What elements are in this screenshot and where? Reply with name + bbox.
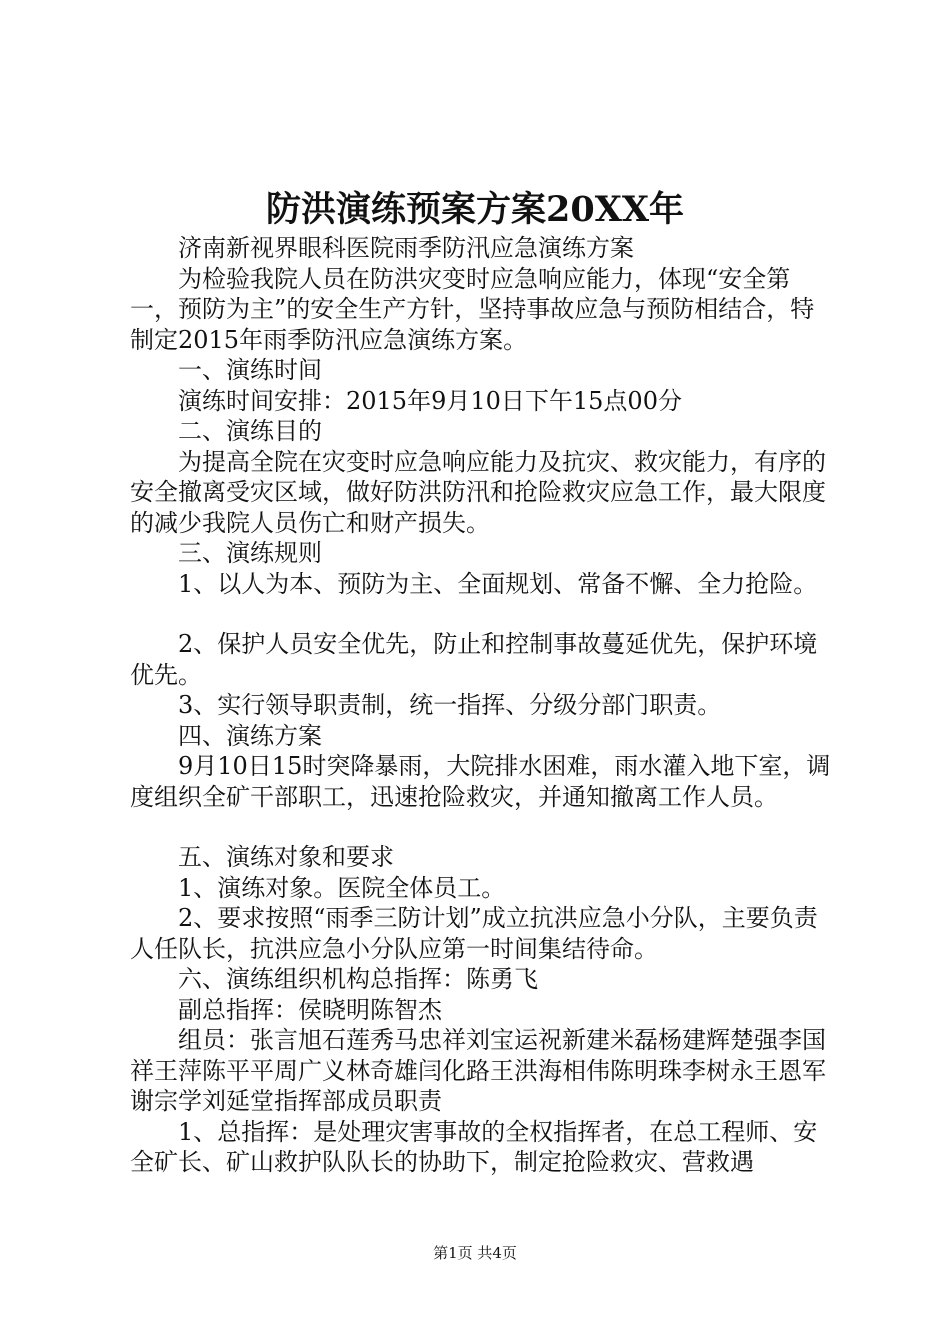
paragraph-subtitle: 济南新视界眼科医院雨季防汛应急演练方案 (178, 234, 634, 262)
paragraph-target-2: 2、要求按照“雨季三防计划”成立抗洪应急小分队，主要负责人任队长，抗洪应急小分队应第一时间集结待命。 (130, 904, 818, 963)
heading-drill-purpose: 二、演练目的 (178, 417, 322, 445)
document-title: 防洪演练预案方案20XX年 (265, 189, 685, 230)
paragraph-drill-schedule: 演练时间安排：2015年9月10日下午15点00分 (178, 386, 682, 415)
heading-drill-targets: 五、演练对象和要求 (178, 843, 394, 871)
paragraph-commander-duty: 1、总指挥：是处理灾害事故的全权指挥者，在总工程师、安全矿长、矿山救护队队长的协助下，制定抢险救灾、营救遇 (130, 1117, 818, 1176)
heading-drill-rules: 三、演练规则 (178, 539, 322, 567)
paragraph-team-members: 组员：张言旭石莲秀马忠祥刘宝运祝新建米磊杨建辉楚强李国祥王萍陈平平周广义林奇雄闫化路王洪海相伟陈明珠李树永王恩军谢宗学刘延堂指挥部成员职责 (130, 1026, 826, 1115)
paragraph-drill-plan: 9月10日15时突降暴雨，大院排水困难，雨水灌入地下室，调度组织全矿干部职工，迅速抢险救灾，并通知撤离工作人员。 (130, 752, 831, 811)
paragraph-intro: 为检验我院人员在防洪灾变时应急响应能力，体现“安全第一，预防为主”的安全生产方针，坚持事故应急与预防相结合，特制定2015年雨季防汛应急演练方案。 (130, 264, 815, 354)
paragraph-drill-purpose: 为提高全院在灾变时应急响应能力及抗灾、救灾能力，有序的安全撤离受灾区域，做好防洪防汛和抢险救灾应急工作，最大限度的减少我院人员伤亡和财产损失。 (130, 447, 826, 537)
paragraph-rule-3: 3、实行领导职责制，统一指挥、分级分部门职责。 (178, 691, 722, 719)
paragraph-deputy-commander: 副总指挥：侯晓明陈智杰 (178, 995, 442, 1024)
paragraph-rule-1: 1、以人为本、预防为主、全面规划、常备不懈、全力抢险。 (178, 569, 818, 598)
heading-organization: 六、演练组织机构总指挥：陈勇飞 (178, 965, 538, 993)
document-body (130, 233, 835, 1178)
paragraph-target-1: 1、演练对象。医院全体员工。 (178, 873, 506, 902)
heading-drill-time: 一、演练时间 (178, 356, 322, 384)
paragraph-rule-2: 2、保护人员安全优先，防止和控制事故蔓延优先，保护环境优先。 (130, 630, 818, 689)
heading-drill-plan: 四、演练方案 (178, 721, 322, 750)
page-footer: 第1页 共4页 (433, 1244, 517, 1262)
